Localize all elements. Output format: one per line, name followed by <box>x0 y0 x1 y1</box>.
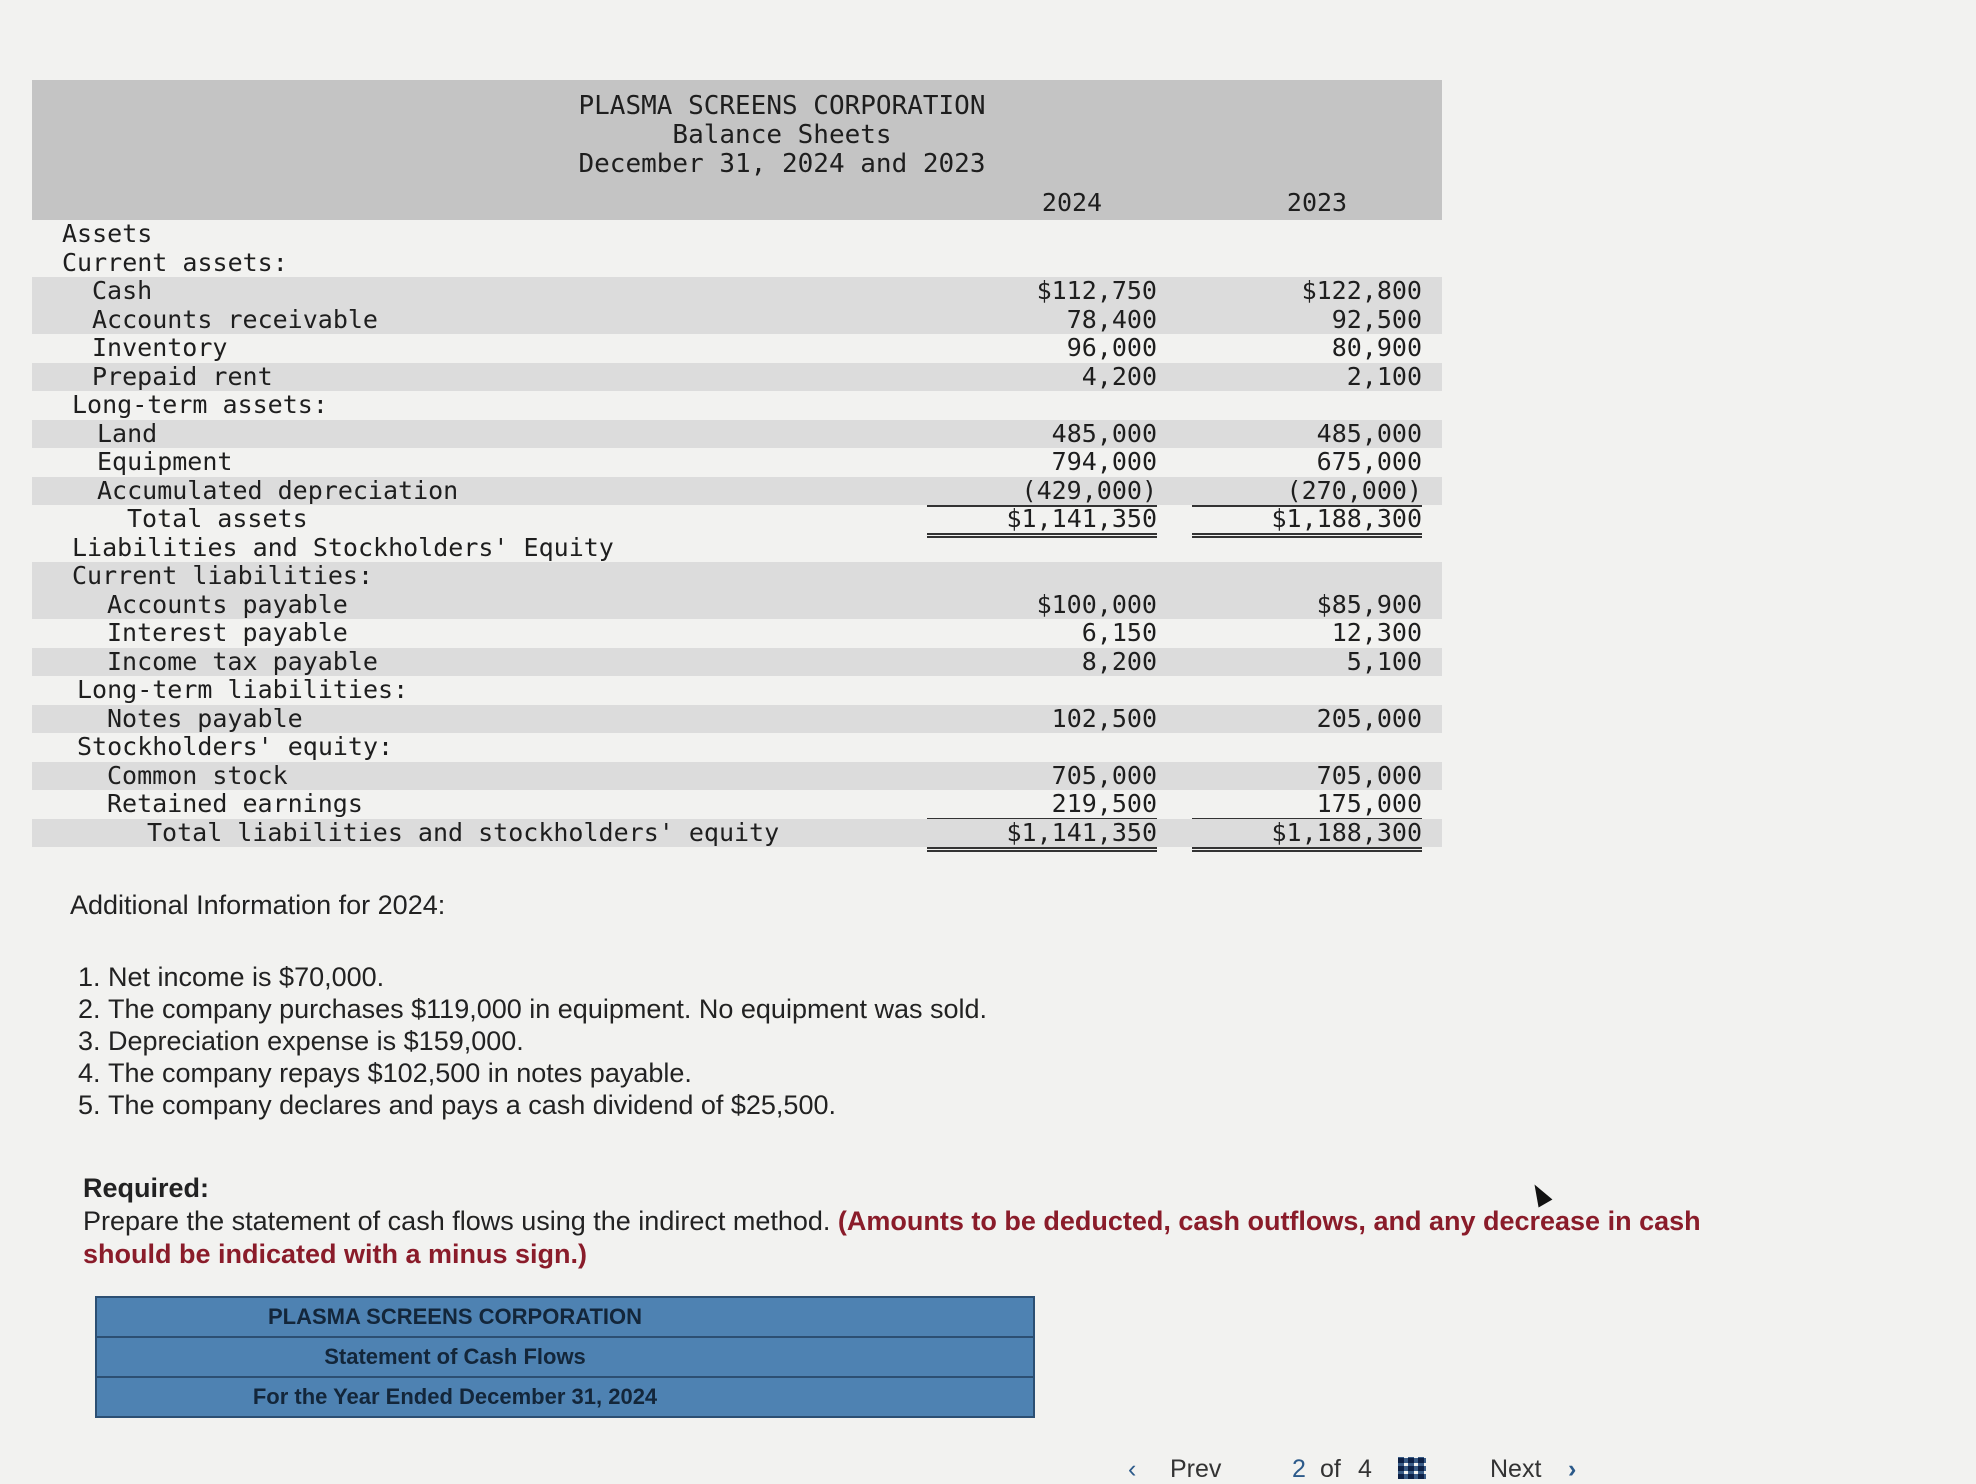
table-row <box>32 505 1442 534</box>
row-label: Notes payable <box>107 703 303 733</box>
row-label: Accounts receivable <box>92 304 378 334</box>
row-label: Long-term liabilities: <box>77 675 409 704</box>
amount-2024: 485,000 <box>1051 418 1157 448</box>
list-item: 2. The company purchases $119,000 in equipment. No equipment was sold. <box>108 993 987 1025</box>
amount-2024: $100,000 <box>1036 589 1157 619</box>
row-label: Cash <box>92 276 153 305</box>
page-of: of <box>1320 1455 1341 1483</box>
row-label: Current liabilities: <box>72 561 374 590</box>
amount-2023: 175,000 <box>1192 790 1422 820</box>
row-label: Total assets <box>127 504 308 533</box>
table-row <box>32 819 1442 848</box>
additional-list <box>70 961 987 1121</box>
row-label: Income tax payable <box>107 646 378 676</box>
amount-2024: 8,200 <box>1081 646 1157 676</box>
column-2024: 2024 <box>1041 188 1103 217</box>
table-row <box>32 534 1442 563</box>
additional-heading: Additional Information for 2024: <box>70 890 446 920</box>
row-label: Current assets: <box>62 247 288 277</box>
list-item: 4. The company repays $102,500 in notes payable. <box>108 1057 987 1089</box>
list-item: 1. Net income is $70,000. <box>108 961 987 993</box>
prev-button[interactable]: Prev <box>1170 1455 1222 1483</box>
pagination <box>0 1455 1976 1482</box>
balance-sheet-rows <box>32 220 1442 847</box>
row-label: Liabilities and Stockholders' Equity <box>72 532 614 562</box>
row-label: Common stock <box>107 760 288 790</box>
amount-2023: 80,900 <box>1331 333 1422 362</box>
amount-2023: 485,000 <box>1316 418 1422 448</box>
table-row <box>32 363 1442 392</box>
amount-2023: (270,000) <box>1192 477 1422 507</box>
row-label: Inventory <box>92 333 228 362</box>
balance-sheet-header <box>32 80 1442 220</box>
table-row <box>32 391 1442 420</box>
current-page: 2 <box>1292 1455 1306 1483</box>
amount-2023: 12,300 <box>1331 618 1422 647</box>
cash-flow-company: PLASMA SCREENS CORPORATION <box>97 1298 1033 1338</box>
row-label: Accumulated depreciation <box>97 475 459 505</box>
balance-sheet <box>32 80 1442 847</box>
table-row <box>32 249 1442 278</box>
amount-2023: $1,188,300 <box>1192 819 1422 852</box>
page-grid-icon[interactable] <box>1398 1457 1426 1479</box>
amount-2023: $85,900 <box>1316 589 1422 619</box>
table-row <box>32 562 1442 591</box>
total-pages: 4 <box>1358 1455 1372 1483</box>
next-button[interactable]: Next <box>1490 1455 1542 1483</box>
list-item: 5. The company declares and pays a cash dividend of $25,500. <box>108 1089 987 1121</box>
row-label: Prepaid rent <box>92 361 273 391</box>
table-row <box>32 705 1442 734</box>
table-row <box>32 790 1442 819</box>
amount-2023: 5,100 <box>1346 646 1422 676</box>
required-instructions <box>83 1205 1743 1271</box>
chevron-right-icon[interactable]: › <box>1568 1455 1577 1483</box>
cash-flow-period: For the Year Ended December 31, 2024 <box>252 1384 658 1409</box>
table-row <box>32 477 1442 506</box>
amount-2024: $1,141,350 <box>927 819 1157 852</box>
required-emphasis: (Amounts to be deducted, cash outflows, and any decrease in cash should be indicated with a minus sign.) <box>83 1206 1701 1269</box>
row-label: Long-term assets: <box>72 390 328 419</box>
amount-2024: 219,500 <box>927 790 1157 820</box>
row-label: Land <box>97 418 158 448</box>
amount-2024: $1,141,350 <box>927 505 1157 538</box>
amount-2023: 92,500 <box>1331 304 1422 334</box>
additional-information <box>70 890 987 1121</box>
column-2023: 2023 <box>1286 188 1348 217</box>
statement-title: Balance Sheets <box>672 120 892 150</box>
amount-2024: 96,000 <box>1066 333 1157 362</box>
amount-2024: 78,400 <box>1066 304 1157 334</box>
amount-2023: 2,100 <box>1346 361 1422 391</box>
row-label: Accounts payable <box>107 589 348 619</box>
amount-2024: 4,200 <box>1081 361 1157 391</box>
amount-2023: $122,800 <box>1301 276 1422 305</box>
row-label: Total liabilities and stockholders' equity <box>147 817 780 847</box>
row-label: Retained earnings <box>107 789 363 818</box>
amount-2024: 102,500 <box>1051 703 1157 733</box>
amount-2024: 794,000 <box>1051 447 1157 476</box>
amount-2023: 205,000 <box>1316 703 1422 733</box>
row-label: Stockholders' equity: <box>77 732 394 761</box>
amount-2024: 6,150 <box>1081 618 1157 647</box>
table-row <box>32 220 1442 249</box>
amount-2023: 705,000 <box>1316 760 1422 790</box>
statement-date: December 31, 2024 and 2023 <box>578 149 986 179</box>
list-item: 3. Depreciation expense is $159,000. <box>108 1025 987 1057</box>
required-text: Prepare the statement of cash flows using the indirect method. <box>83 1206 831 1236</box>
table-row <box>32 420 1442 449</box>
table-row <box>32 648 1442 677</box>
table-row <box>32 334 1442 363</box>
chevron-left-icon[interactable]: ‹ <box>1128 1455 1137 1483</box>
row-label: Assets <box>62 219 153 248</box>
company-name: PLASMA SCREENS CORPORATION <box>578 91 986 121</box>
row-label: Equipment <box>97 447 233 476</box>
table-row <box>32 306 1442 335</box>
amount-2024: 705,000 <box>1051 760 1157 790</box>
cash-flow-statement-header <box>95 1296 1035 1418</box>
table-row <box>32 676 1442 705</box>
amount-2024: (429,000) <box>927 477 1157 507</box>
amount-2023: $1,188,300 <box>1192 505 1422 538</box>
table-row <box>32 619 1442 648</box>
required-section <box>83 1172 1743 1271</box>
row-label: Interest payable <box>107 618 348 647</box>
table-row <box>32 733 1442 762</box>
amount-2024: $112,750 <box>1036 276 1157 305</box>
table-row <box>32 762 1442 791</box>
required-heading: Required: <box>83 1173 210 1203</box>
cash-flow-title: Statement of Cash Flows <box>97 1338 1033 1378</box>
amount-2023: 675,000 <box>1316 447 1422 476</box>
table-row <box>32 591 1442 620</box>
table-row <box>32 448 1442 477</box>
table-row <box>32 277 1442 306</box>
